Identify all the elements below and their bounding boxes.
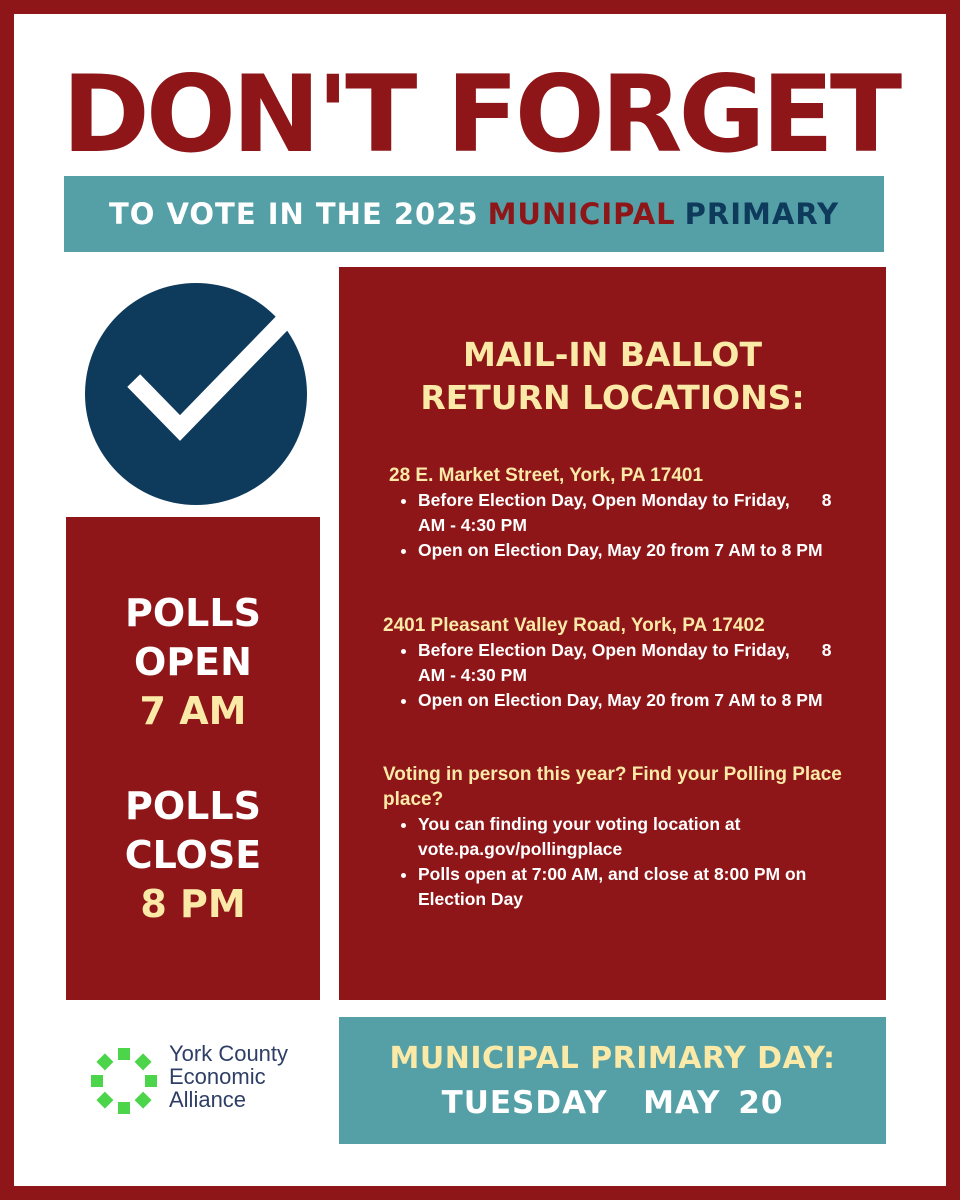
mail-in-title-line2: RETURN LOCATIONS: bbox=[420, 378, 805, 417]
list-item: • Open on Election Day, May 20 from 7 AM to 8 PM bbox=[418, 538, 856, 563]
polls-open-label-1: POLLS bbox=[125, 591, 261, 635]
polls-open-group bbox=[66, 589, 320, 736]
list-item bbox=[418, 488, 856, 538]
location-1-item1-time: 8 AM - 4:30 PM bbox=[418, 490, 832, 535]
location-2-hours-list bbox=[383, 638, 856, 713]
logo-square bbox=[135, 1053, 152, 1070]
logo-square bbox=[118, 1102, 130, 1114]
polls-close-time: 8 PM bbox=[140, 882, 246, 926]
mail-in-title bbox=[339, 333, 886, 419]
subheadline-part3: PRIMARY bbox=[684, 197, 840, 231]
subheadline-banner bbox=[64, 176, 884, 252]
polls-close-group bbox=[66, 782, 320, 929]
mail-in-panel bbox=[339, 267, 886, 1000]
logo-square bbox=[96, 1092, 113, 1109]
list-item bbox=[418, 638, 856, 688]
in-person-section bbox=[383, 762, 856, 912]
list-item: • Open on Election Day, May 20 from 7 AM to 8 PM bbox=[418, 688, 856, 713]
headline: DON'T FORGET bbox=[61, 53, 899, 176]
location-2 bbox=[383, 613, 856, 713]
logo-line-2: Economic bbox=[169, 1064, 266, 1089]
subheadline-part1: TO VOTE IN THE 2025 bbox=[108, 197, 479, 231]
check-circle-icon bbox=[85, 283, 307, 505]
polls-open-label-2: OPEN bbox=[134, 640, 252, 684]
location-1-address: 28 E. Market Street, York, PA 17401 bbox=[389, 465, 704, 486]
logo-square bbox=[145, 1075, 157, 1087]
primary-day-title: MUNICIPAL PRIMARY DAY: bbox=[389, 1041, 836, 1076]
mail-in-title-line1: MAIL-IN BALLOT bbox=[463, 335, 762, 374]
in-person-list bbox=[383, 812, 856, 912]
in-person-heading: Voting in person this year? Find your Polling Place place? bbox=[383, 764, 842, 810]
location-2-item1-text: Before Election Day, Open Monday to Friday, bbox=[418, 640, 790, 660]
list-item: • You can finding your voting location at vote.pa.gov/pollingplace bbox=[418, 812, 856, 862]
logo-line-3: Alliance bbox=[169, 1087, 247, 1112]
logo-line-1: York County bbox=[169, 1041, 289, 1066]
logo-square bbox=[91, 1075, 103, 1087]
location-1-item1-text: Before Election Day, Open Monday to Friday, bbox=[418, 490, 790, 510]
primary-day-date: TUESDAY MAY 20 bbox=[441, 1085, 784, 1121]
logo-square bbox=[96, 1053, 113, 1070]
location-1 bbox=[389, 463, 856, 563]
location-2-address: 2401 Pleasant Valley Road, York, PA 17402 bbox=[383, 615, 765, 636]
location-1-hours-list bbox=[389, 488, 856, 563]
polls-open-time: 7 AM bbox=[139, 689, 247, 733]
location-2-item1-time: 8 AM - 4:30 PM bbox=[418, 640, 832, 685]
logo-square bbox=[135, 1092, 152, 1109]
list-item: • Polls open at 7:00 AM, and close at 8:00 PM on Election Day bbox=[418, 862, 856, 912]
polls-hours-panel bbox=[66, 517, 320, 1000]
subheadline-part2: MUNICIPAL bbox=[487, 197, 676, 231]
polls-close-label-2: CLOSE bbox=[124, 833, 262, 877]
logo-square bbox=[118, 1048, 130, 1060]
primary-day-banner bbox=[339, 1017, 886, 1144]
polls-close-label-1: POLLS bbox=[125, 784, 261, 828]
york-county-logo-icon bbox=[84, 1041, 164, 1121]
organization-logo-text bbox=[169, 1042, 288, 1111]
